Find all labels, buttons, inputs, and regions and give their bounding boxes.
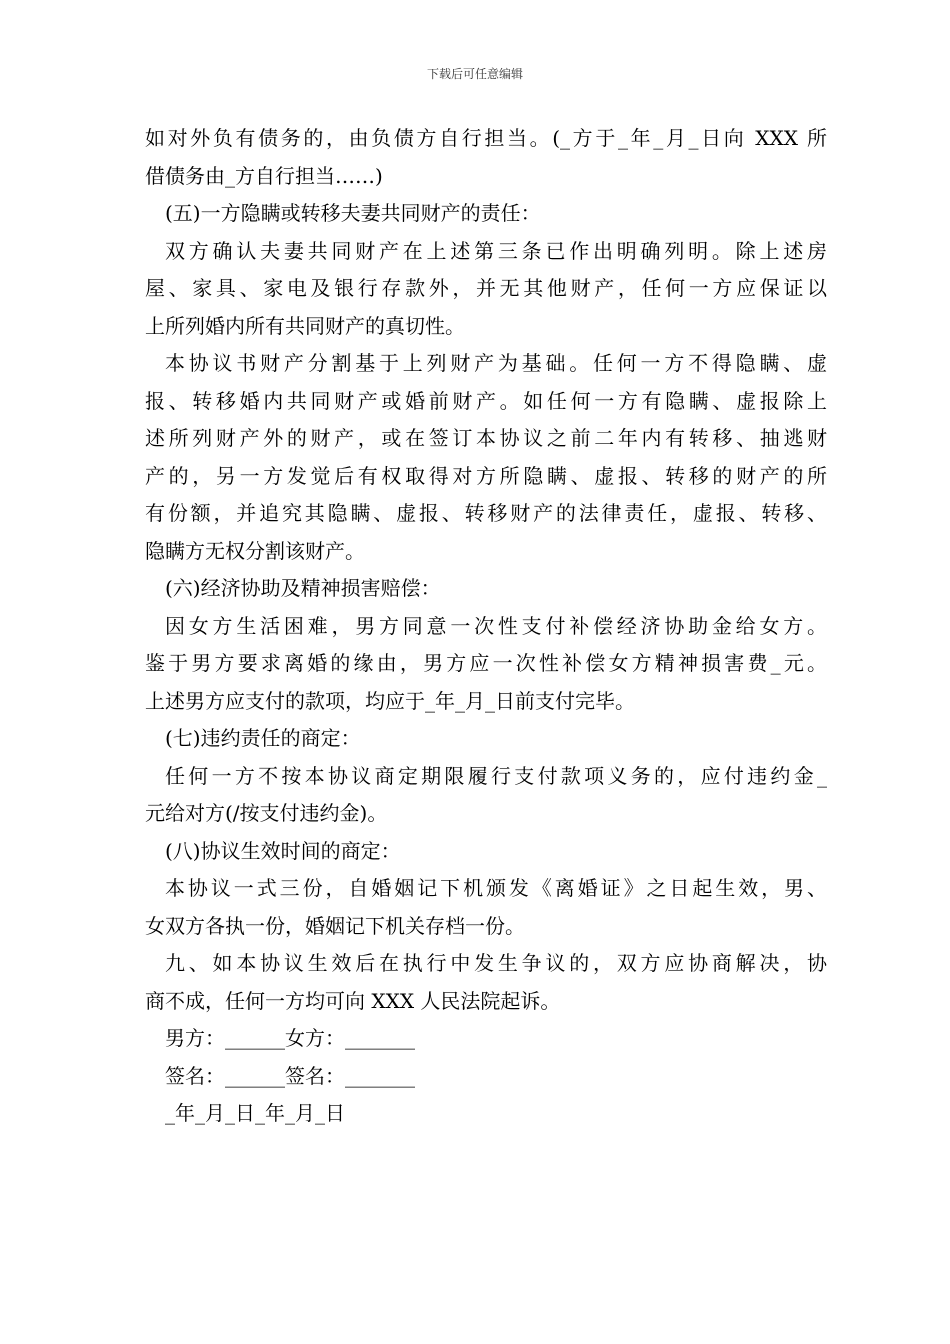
document-line: (七)违约责任的商定：	[165, 726, 361, 750]
document-line: 如对外负有债务的，由负债方自行担当。(_方于_年_月_日向 XXX 所	[145, 126, 827, 150]
document-line: 本协议书财产分割基于上列财产为基础。任何一方不得隐瞒、虚	[165, 351, 827, 375]
document-line: 借债务由_方自行担当……)	[145, 163, 383, 188]
document-line: 女双方各执一份，婚姻记下机关存档一份。	[145, 913, 525, 938]
document-line: 述所列财产外的财产，或在签订本协议之前二年内有转移、抽逃财	[145, 426, 827, 450]
document-line: 任何一方不按本协议商定期限履行支付款项义务的，应付违约金_	[165, 763, 827, 788]
document-line: _年_月_日_年_月_日	[165, 1101, 345, 1125]
page-header: 下载后可任意编辑	[426, 67, 523, 81]
document-line: 屋、家具、家电及银行存款外，并无其他财产，任何一方应保证以	[145, 276, 827, 300]
document-line: 签名：______签名：_______	[165, 1063, 415, 1088]
document-line: 双方确认夫妻共同财产在上述第三条已作出明确列明。除上述房	[165, 238, 827, 263]
document-line: 报、转移婚内共同财产或婚前财产。如任何一方有隐瞒、虚报除上	[145, 388, 827, 413]
document-line: 商不成，任何一方均可向 XXX 人民法院起诉。	[145, 988, 561, 1013]
document-line: 产的，另一方发觉后有权取得对方所隐瞒、虚报、转移的财产的所	[145, 463, 827, 488]
document-line: 上所列婚内所有共同财产的真切性。	[145, 313, 465, 338]
document-line: 上述男方应支付的款项，均应于_年_月_日前支付完毕。	[145, 688, 635, 713]
document-line: 有份额，并追究其隐瞒、虚报、转移财产的法律责任，虚报、转移、	[145, 501, 827, 525]
document-body	[145, 120, 827, 1133]
document-line: 九、如本协议生效后在执行中发生争议的，双方应协商解决，协	[165, 951, 827, 975]
document-line: (八)协议生效时间的商定：	[165, 838, 401, 863]
document-line: 因女方生活困难，男方同意一次性支付补偿经济协助金给女方。	[165, 613, 827, 638]
document-line: (六)经济协助及精神损害赔偿：	[165, 576, 441, 600]
document-line: 元给对方(/按支付违约金)。	[145, 801, 388, 825]
document-line: 隐瞒方无权分割该财产。	[145, 538, 365, 563]
document-line: 鉴于男方要求离婚的缘由，男方应一次性补偿女方精神损害费_元。	[145, 651, 827, 675]
document-line: 男方：______女方：_______	[165, 1026, 415, 1050]
document-line: 本协议一式三份，自婚姻记下机颁发《离婚证》之日起生效，男、	[165, 876, 827, 900]
document-line: (五)一方隐瞒或转移夫妻共同财产的责任：	[165, 201, 541, 225]
